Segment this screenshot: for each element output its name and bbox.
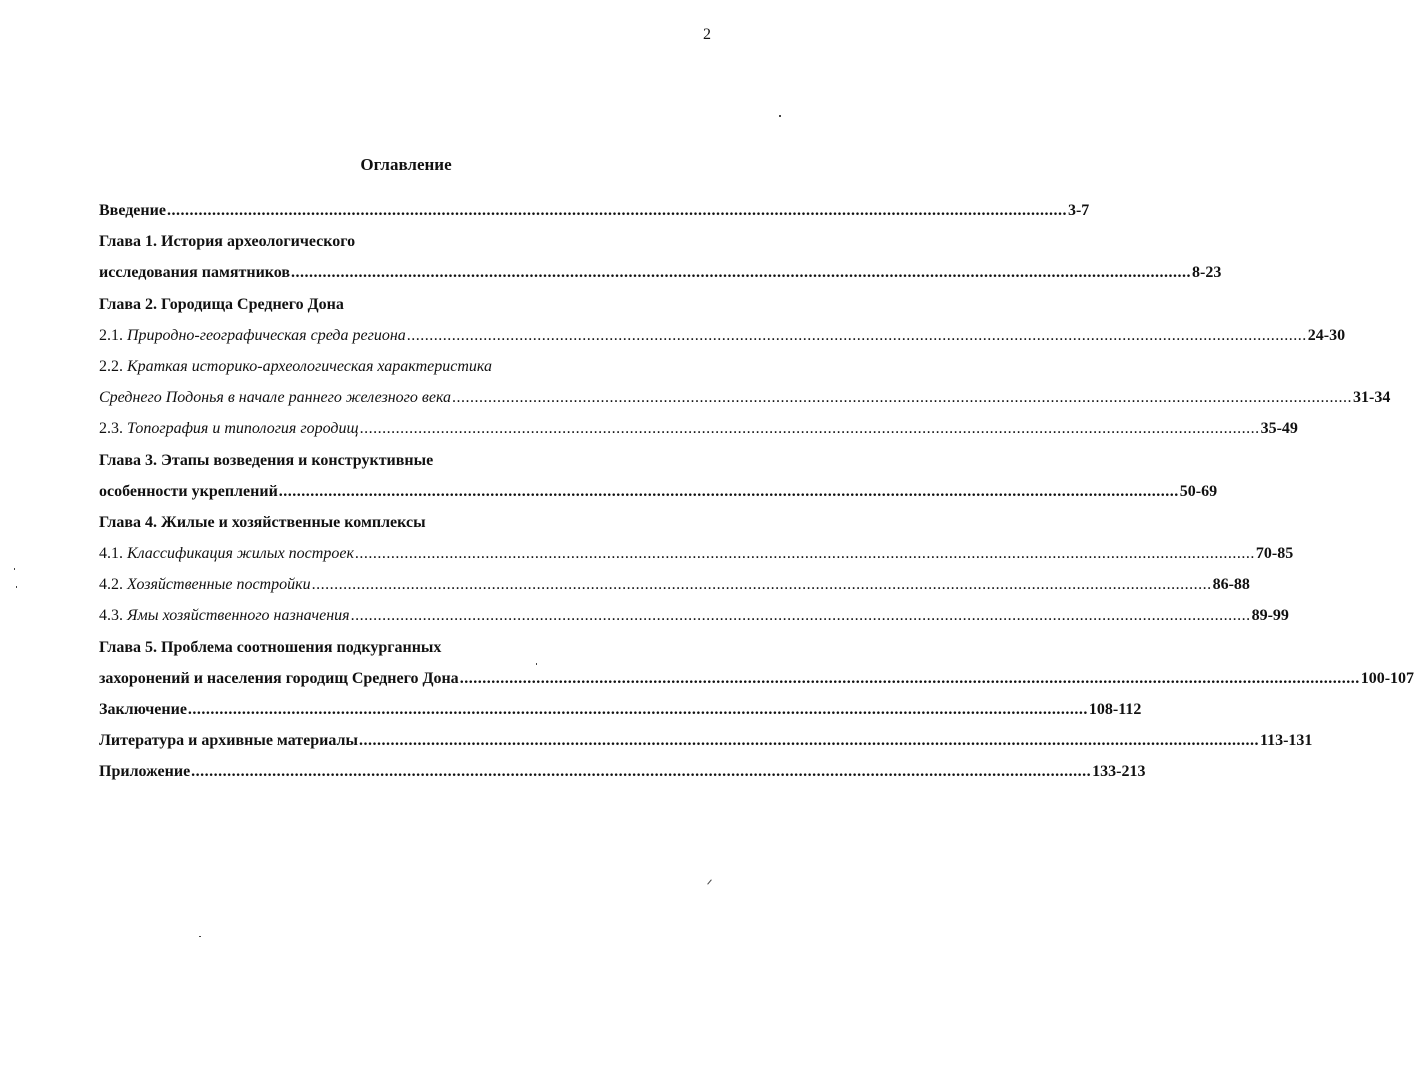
toc-entry-title: захоронений и населения городищ Среднего Дона: [99, 669, 459, 687]
toc-line: [99, 320, 1346, 351]
toc-line: [99, 382, 1391, 413]
toc-line: [99, 663, 1414, 694]
table-of-contents: [99, 195, 1414, 788]
page-range: 113-131: [1259, 732, 1313, 750]
toc-line: [99, 445, 679, 476]
dot-leader: ........................................................................................................................................................................................................: [459, 669, 1360, 687]
section-title: Классификация жилых построек: [127, 545, 354, 563]
toc-heading: Глава 4. Жилые и хозяйственные комплексы: [99, 513, 426, 531]
section-number: 2.2.: [99, 357, 123, 375]
scan-speck: [16, 586, 17, 588]
toc-line: [99, 600, 1289, 631]
section-title: Природно-географическая среда региона: [127, 326, 406, 344]
toc-line: [99, 694, 1142, 725]
section-title: Среднего Подонья в начале раннего железного века: [99, 389, 452, 407]
toc-line: [99, 725, 1313, 756]
toc-title: Оглавление: [360, 155, 452, 174]
toc-line: [99, 507, 679, 538]
page-range: 108-112: [1088, 701, 1142, 718]
dot-leader: ........................................................................................................................................................................................................: [452, 389, 1353, 407]
dot-leader: ........................................................................................................................................................................................................: [406, 326, 1307, 344]
dot-leader: ........................................................................................................................................................................................................: [311, 576, 1212, 594]
toc-line: [99, 226, 679, 257]
page-range: 8-23: [1192, 264, 1222, 282]
scan-speck: [536, 663, 537, 665]
toc-line: [99, 413, 1298, 444]
toc-line: [99, 538, 1294, 569]
page-range: 24-30: [1307, 326, 1346, 344]
toc-entry-title: Введение: [99, 202, 166, 219]
toc-entry-title: Приложение: [99, 763, 191, 781]
toc-heading: Глава 2. Городища Среднего Дона: [99, 295, 344, 313]
toc-line: [99, 289, 679, 320]
dot-leader: ........................................................................................................................................................................................................: [359, 420, 1260, 438]
toc-entry-title: Литература и архивные материалы: [99, 732, 358, 750]
scan-speck: [199, 936, 201, 937]
section-number: 2.3.: [99, 420, 123, 438]
dot-leader: ........................................................................................................................................................................................................: [278, 482, 1179, 500]
page-range: 86-88: [1212, 576, 1250, 594]
dot-leader: ........................................................................................................................................................................................................: [166, 202, 1067, 219]
toc-heading: Глава 5. Проблема соотношения подкурганных: [99, 638, 442, 656]
section-number: 4.2.: [99, 576, 123, 594]
section-title: Топография и типология городищ: [127, 420, 359, 438]
toc-entry-title: Заключение: [99, 701, 187, 718]
dot-leader: ........................................................................................................................................................................................................: [350, 607, 1251, 625]
section-number: 4.1.: [99, 545, 123, 563]
page-range: 31-34: [1353, 389, 1391, 407]
toc-line: [99, 569, 1250, 600]
toc-entry-title: особенности укреплений: [99, 482, 278, 500]
dot-leader: ........................................................................................................................................................................................................: [358, 732, 1259, 750]
toc-line: [99, 195, 1090, 226]
section-number: 2.1.: [99, 326, 123, 344]
toc-line: [99, 476, 1218, 507]
dot-leader: ........................................................................................................................................................................................................: [187, 701, 1088, 718]
scan-speck: [707, 879, 712, 884]
toc-heading: Глава 1. История археологического: [99, 233, 356, 251]
toc-line: [99, 257, 1222, 288]
page-number: 2: [703, 26, 711, 43]
section-title: Краткая историко-археологическая характеристика: [127, 357, 492, 375]
page-range: 3-7: [1067, 202, 1090, 219]
page-range: 50-69: [1179, 482, 1218, 500]
scan-speck: [14, 568, 15, 570]
toc-line: [99, 351, 679, 382]
scan-speck: [779, 115, 781, 117]
page-range: 70-85: [1255, 545, 1294, 563]
toc-line: [99, 632, 679, 663]
page-range: 133-213: [1092, 763, 1146, 781]
dot-leader: ........................................................................................................................................................................................................: [354, 545, 1255, 563]
toc-entry-title: исследования памятников: [99, 264, 291, 282]
page-range: 100-107: [1360, 669, 1414, 687]
toc-heading: Глава 3. Этапы возведения и конструктивные: [99, 451, 434, 469]
toc-line: [99, 756, 1146, 787]
section-number: 4.3.: [99, 607, 123, 625]
section-title: Хозяйственные постройки: [127, 576, 311, 594]
dot-leader: ........................................................................................................................................................................................................: [191, 763, 1092, 781]
dot-leader: ........................................................................................................................................................................................................: [291, 264, 1192, 282]
page-range: 35-49: [1260, 420, 1298, 438]
section-title: Ямы хозяйственного назначения: [127, 607, 350, 625]
page-range: 89-99: [1251, 607, 1289, 625]
